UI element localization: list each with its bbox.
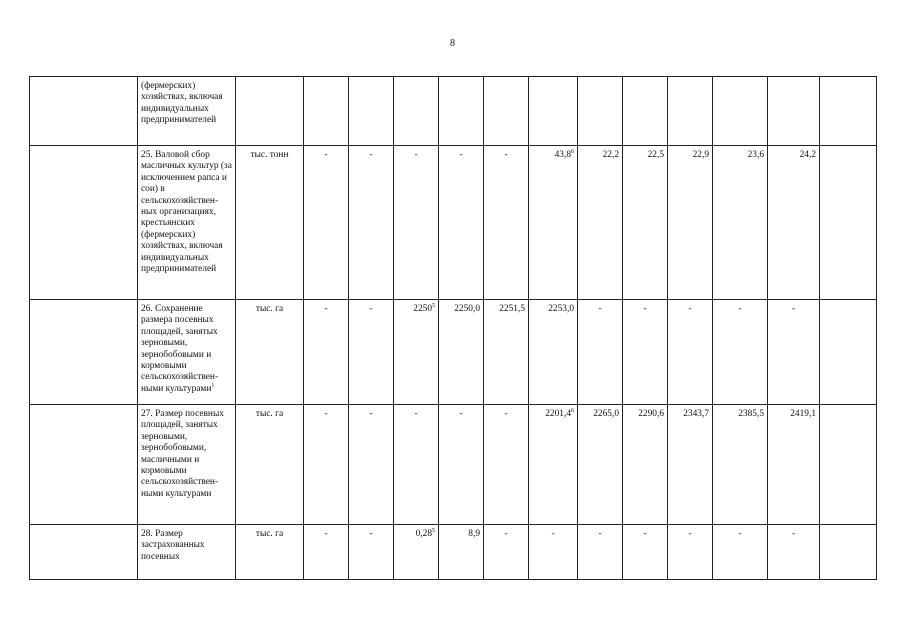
value-text: 2290,6 [638,409,664,419]
value-cell [768,405,820,525]
value-cell [304,300,349,405]
value-text: - [414,150,418,160]
value-cell [349,77,394,146]
indicator-text: 25. Валовой сбор масличных культур (за исключением рапса и сои) в сельскохозяйствен-ных организациях, крестьянских (фермерских) хозяйствах, включая индивидуальных предпринимателей [141,150,232,275]
value-cell [484,146,529,300]
value-text: 24,2 [799,150,816,160]
page-number: 8 [450,38,455,49]
value-text: - [369,304,373,314]
indicator-table [29,76,877,580]
value-cell [349,525,394,580]
blank-cell [30,77,138,146]
value-text: 22,5 [647,150,664,160]
footnote-marker: 6 [571,407,574,414]
value-cell [394,77,439,146]
value-text: 2201,4 [545,409,571,419]
value-text: - [791,529,796,539]
value-text: - [688,529,692,539]
value-text: - [598,304,602,314]
value-text: - [369,150,373,160]
indicator-cell [138,300,236,405]
value-cell [623,300,668,405]
unit-cell: тыс. га [236,405,304,525]
value-text: 2385,5 [738,409,764,419]
indicator-cell [138,77,236,146]
value-cell [768,525,820,580]
value-text: 2265,0 [593,409,619,419]
blank-cell [30,146,138,300]
value-text: - [324,529,328,539]
value-cell [439,300,484,405]
value-cell [578,525,623,580]
value-text: 2253,0 [548,304,574,314]
value-cell [713,300,768,405]
value-cell [768,300,820,405]
value-text: 0,28 [415,529,432,539]
value-cell [304,146,349,300]
value-text: 2343,7 [683,409,709,419]
value-cell [439,77,484,146]
value-text: - [598,529,602,539]
value-cell [394,525,439,580]
value-cell [578,300,623,405]
table-row [30,525,877,580]
indicator-cell [138,146,236,300]
value-cell [304,405,349,525]
value-cell [820,146,877,300]
value-text: 22,2 [602,150,619,160]
value-cell [768,77,820,146]
value-cell [578,146,623,300]
value-cell [529,146,578,300]
value-cell [623,146,668,300]
value-cell [304,77,349,146]
value-cell [484,77,529,146]
unit-cell [236,77,304,146]
value-text: - [369,409,373,419]
value-text: - [688,304,692,314]
table-body [30,77,877,580]
value-text: 2251,5 [499,304,525,314]
blank-cell [30,300,138,405]
value-cell [484,405,529,525]
value-cell [394,405,439,525]
footnote-marker: 6 [571,148,574,155]
value-cell [623,405,668,525]
footnote-marker: 5 [432,527,435,534]
value-cell [349,146,394,300]
value-text: - [504,529,508,539]
value-text: - [414,409,418,419]
value-cell [529,525,578,580]
unit-cell: тыс. га [236,525,304,580]
value-cell [668,146,713,300]
table-row [30,405,877,525]
value-text: - [738,304,742,314]
indicator-text: 27. Размер посевных площадей, занятых зерновыми, зернобобовыми, масличными и кормовыми сельскохозяйствен-ными культурами [141,409,224,499]
value-cell [578,405,623,525]
value-cell [439,405,484,525]
value-text: 2250,0 [454,304,480,314]
value-text: - [459,150,463,160]
value-cell [713,405,768,525]
value-cell [713,525,768,580]
value-cell [394,146,439,300]
value-cell [820,525,877,580]
value-text: 22,9 [692,150,709,160]
value-text: 43,8 [554,150,571,160]
value-cell [713,77,768,146]
indicator-cell [138,405,236,525]
value-cell [529,77,578,146]
footnote-marker: 5 [432,302,435,309]
value-cell [529,405,578,525]
value-text: 8,9 [468,529,480,539]
value-cell [668,525,713,580]
indicator-text: (фермерских) хозяйствах, включая индивидуальных предпринимателей [141,81,223,126]
value-cell [623,525,668,580]
value-cell [349,405,394,525]
value-text: - [459,409,463,419]
value-text: - [369,529,373,539]
blank-cell [30,525,138,580]
value-text: - [504,150,508,160]
value-text: - [551,529,555,539]
value-text: - [643,304,647,314]
value-cell [394,300,439,405]
indicator-cell [138,525,236,580]
value-text: - [324,304,328,314]
indicator-text: 28. Размер застрахованных посевных [141,529,205,562]
value-cell [668,300,713,405]
blank-cell [30,405,138,525]
value-text: - [324,409,328,419]
table-row [30,146,877,300]
value-text: - [738,529,742,539]
value-cell [439,525,484,580]
value-cell [668,405,713,525]
value-cell [529,300,578,405]
table-row [30,300,877,405]
value-text: - [504,409,508,419]
value-text: 2419,1 [790,409,816,419]
value-cell [820,405,877,525]
value-cell [578,77,623,146]
value-cell [439,146,484,300]
unit-cell: тыс. га [236,300,304,405]
table-row [30,77,877,146]
value-cell [820,77,877,146]
indicator-text: 26. Сохранение размера посевных площадей, занятых зерновыми, зернобобовыми и кормовыми сельскохозяйствен-ными культурами [141,304,219,394]
footnote-marker: 1 [211,382,215,389]
value-cell [713,146,768,300]
value-text: 2250 [413,304,432,314]
unit-cell: тыс. тонн [236,146,304,300]
value-cell [304,525,349,580]
value-cell [623,77,668,146]
value-cell [484,525,529,580]
value-cell [668,77,713,146]
value-text: - [791,304,796,314]
value-cell [768,146,820,300]
value-cell [484,300,529,405]
value-text: 23,6 [747,150,764,160]
value-cell [349,300,394,405]
value-text: - [643,529,647,539]
value-text: - [324,150,328,160]
value-cell [820,300,877,405]
